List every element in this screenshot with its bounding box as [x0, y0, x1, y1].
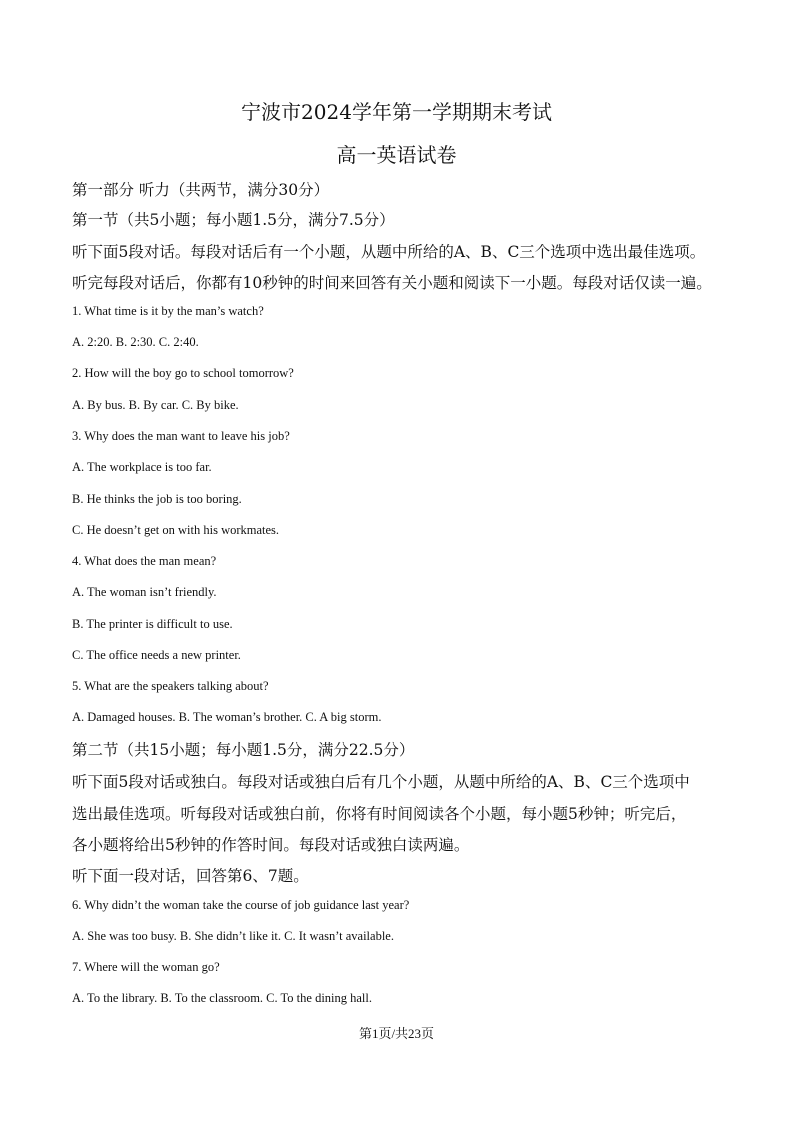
question-5-options: A. Damaged houses. B. The woman’s brother. C. A big storm.: [72, 710, 382, 724]
question-4-option-c: C. The office needs a new printer.: [72, 648, 241, 662]
dialogue-intro: 听下面一段对话，回答第6、7题。: [72, 867, 309, 885]
question-3: 3. Why does the man want to leave his job?: [72, 429, 290, 443]
section2-heading: 第二节（共15小题；每小题1.5分，满分22.5分）: [72, 741, 415, 759]
exam-subtitle: 高一英语试卷: [336, 143, 457, 167]
section2-instruction-line2: 选出最佳选项。听每段对话或独白前，你将有时间阅读各个小题，每小题5秒钟；听完后，: [72, 805, 687, 823]
question-1-options: A. 2:20. B. 2:30. C. 2:40.: [72, 335, 199, 349]
question-3-option-c: C. He doesn’t get on with his workmates.: [72, 523, 280, 537]
question-4-option-b: B. The printer is difficult to use.: [72, 617, 233, 631]
question-3-option-a: A. The workplace is too far.: [72, 460, 212, 474]
question-2-options: A. By bus. B. By car. C. By bike.: [72, 398, 239, 412]
section2-instruction-line3: 各小题将给出5秒钟的作答时间。每段对话或独白读两遍。: [72, 836, 470, 854]
question-4: 4. What does the man mean?: [72, 554, 217, 568]
question-7-options: A. To the library. B. To the classroom. C. To the dining hall.: [72, 991, 373, 1005]
question-3-option-b: B. He thinks the job is too boring.: [72, 492, 242, 506]
question-6: 6. Why didn’t the woman take the course of job guidance last year?: [72, 898, 410, 912]
question-6-options: A. She was too busy. B. She didn’t like it. C. It wasn’t available.: [72, 929, 394, 943]
section1-heading: 第一节（共5小题；每小题1.5分，满分7.5分）: [72, 211, 395, 229]
part1-heading: 第一部分 听力（共两节，满分30分）: [72, 181, 330, 199]
section1-instruction-line1: 听下面5段对话。每段对话后有一个小题，从题中所给的A、B、C三个选项中选出最佳选项。: [72, 243, 706, 261]
question-1: 1. What time is it by the man’s watch?: [72, 304, 264, 318]
question-5: 5. What are the speakers talking about?: [72, 679, 269, 693]
question-2: 2. How will the boy go to school tomorrow?: [72, 366, 294, 380]
question-7: 7. Where will the woman go?: [72, 960, 220, 974]
exam-title: 宁波市2024学年第一学期期末考试: [241, 100, 552, 124]
page-footer: 第1页/共23页: [358, 1026, 435, 1041]
section2-instruction-line1: 听下面5段对话或独白。每段对话或独白后有几个小题，从题中所给的A、B、C三个选项中: [72, 773, 690, 791]
section1-instruction-line2: 听完每段对话后，你都有10秒钟的时间来回答有关小题和阅读下一小题。每段对话仅读一遍。: [72, 274, 712, 292]
question-4-option-a: A. The woman isn’t friendly.: [72, 585, 217, 599]
